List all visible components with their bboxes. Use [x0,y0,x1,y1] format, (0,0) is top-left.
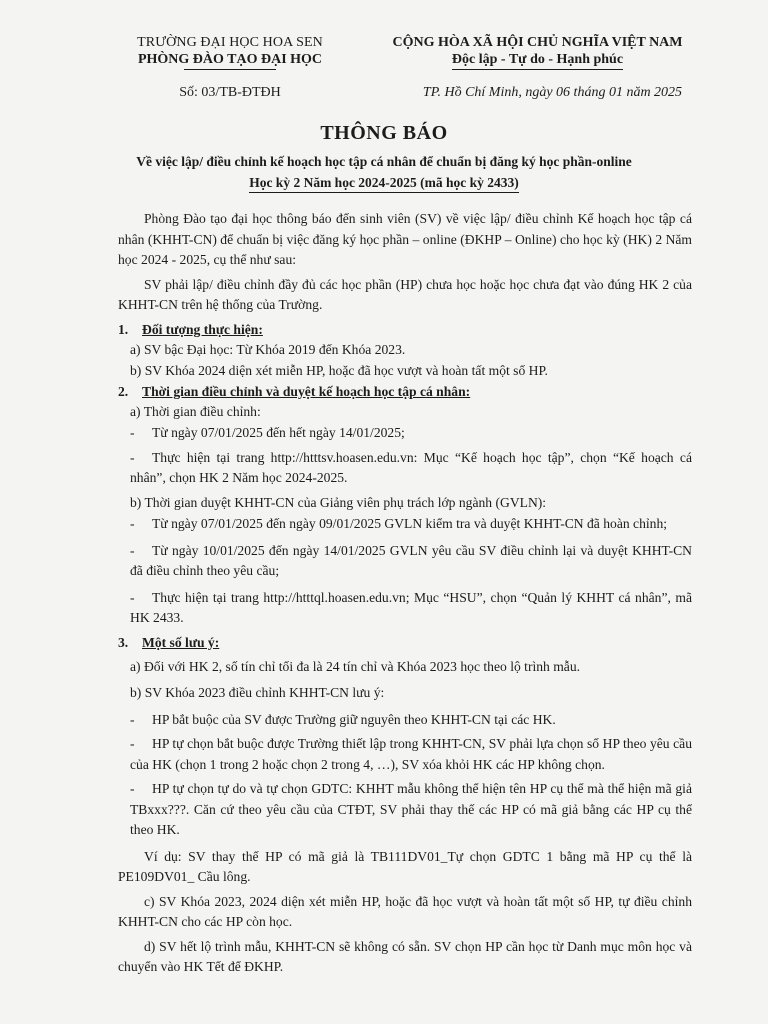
section-2-a-bullet-1: - Từ ngày 07/01/2025 đến hết ngày 14/01/2025; [130,425,405,440]
intro-paragraph-2: SV phải lập/ điều chỉnh đầy đủ các học phần (HP) chưa học hoặc học chưa đạt vào đúng HK 2 của KHHT-CN trên hệ thống của Trường. [118,276,692,312]
section-2-b-bullet-3: - Thực hiện tại trang http://htttql.hoasen.edu.vn; Mục “HSU”, chọn “Quản lý KHHT cá nhân”, mã HK 2433. [130,589,692,625]
document-subtitle [0,151,768,193]
section-2-item-b: b) Thời gian duyệt KHHT-CN của Giảng viên phụ trách lớp ngành (GVLN): [130,494,547,510]
section-2-b-bullet-1: - Từ ngày 07/01/2025 đến ngày 09/01/2025 GVLN kiểm tra và duyệt KHHT-CN đã hoàn chỉnh; [130,516,668,531]
document-title: THÔNG BÁO [320,122,448,144]
subtitle-line-2: Học kỳ 2 Năm học 2024-2025 (mã học kỳ 2433) [249,173,519,193]
subtitle-line-1: Về việc lập/ điều chỉnh kế hoạch học tập cá nhân để chuẩn bị đăng ký học phần-online [136,154,632,169]
section-3-item-a: a) Đối với HK 2, số tín chỉ tối đa là 24 tín chỉ và Khóa 2023 học theo lộ trình mẫu. [130,658,581,674]
section-3-b-bullet-2: - HP tự chọn bắt buộc được Trường thiết lập trong KHHT-CN, SV phải lựa chọn số HP theo yêu cầu của HK (chọn 1 trong 2 hoặc chọn 2 trong 4, …), SV xóa khỏi HK các HP không chọn. [130,736,692,772]
section-2-item-a: a) Thời gian điều chỉnh: [130,403,261,419]
section-3-item-d: d) SV hết lộ trình mẫu, KHHT-CN sẽ không có sẵn. SV chọn HP cần học từ Danh mục môn học và chuyển vào HK Tết để ĐKHP. [118,938,692,974]
issuer-block [100,34,360,101]
section-1-heading: 1. Đối tượng thực hiện: [118,320,692,340]
section-2-heading: 2. Thời gian điều chỉnh và duyệt kế hoạch học tập cá nhân: [118,382,692,402]
place-and-date: TP. Hồ Chí Minh, ngày 06 tháng 01 năm 2025 [422,85,683,100]
section-3-b-bullet-1: - HP bắt buộc của SV được Trường giữ nguyên theo KHHT-CN tại các HK. [130,711,556,727]
section-2-b-bullet-2: - Từ ngày 10/01/2025 đến ngày 14/01/2025 GVLN yêu cầu SV điều chỉnh lại và duyệt KHHT-CN đã điều chỉnh theo yêu cầu; [130,542,692,578]
section-3-example: Ví dụ: SV thay thế HP có mã giả là TB111DV01_Tự chọn GDTC 1 bằng mã HP cụ thể là PE109DV01_ Cầu lông. [118,848,692,884]
section-3-b-bullet-3: - HP tự chọn tự do và tự chọn GDTC: KHHT mẫu không thể hiện tên HP cụ thể mà thể hiện mã giả TBxxx???. Căn cứ theo yêu cầu của CTĐT, SV phải thay thế các HP có mã giả bằng các HP cụ thể theo HK. [130,781,692,837]
section-3-item-b: b) SV Khóa 2023 điều chỉnh KHHT-CN lưu ý: [130,685,385,700]
school-name: TRƯỜNG ĐẠI HỌC HOA SEN [137,35,323,50]
document-body [118,209,692,978]
section-3-item-c: c) SV Khóa 2023, 2024 diện xét miễn HP, hoặc đã học vượt và hoàn tất một số HP, tự điều chỉnh KHHT-CN cho các HP còn học. [118,893,692,929]
section-3-heading: 3. Một số lưu ý: [118,633,692,653]
intro-paragraph-1: Phòng Đào tạo đại học thông báo đến sinh viên (SV) về việc lập/ điều chỉnh Kế hoạch học tập cá nhân (KHHT-CN) để chuẩn bị việc đăng ký học phần – online (ĐKHP – Online) cho học kỳ (HK) 2 Năm học 2024 - 2025, cụ thể như sau: [118,211,692,267]
section-number: 3. [118,634,129,650]
department-name: PHÒNG ĐÀO TẠO ĐẠI HỌC [137,52,323,67]
national-motto: Độc lập - Tự do - Hạnh phúc [452,51,623,70]
national-heading-block [355,34,720,101]
section-number: 2. [118,383,129,399]
document-number: Số: 03/TB-ĐTĐH [179,85,281,100]
section-1-item-b: b) SV Khóa 2024 diện xét miễn HP, hoặc đã học vượt và hoàn tất một số HP. [130,363,548,378]
section-1-item-a: a) SV bậc Đại học: Từ Khóa 2019 đến Khóa 2023. [130,341,406,357]
section-2-a-bullet-2: - Thực hiện tại trang http://htttsv.hoasen.edu.vn: Mục “Kế hoạch học tập”, chọn “Kế hoạch cá nhân”, chọn HK 2 Năm học 2024-2025. [130,449,692,485]
section-number: 1. [118,321,129,337]
republic-name: CỘNG HÒA XÃ HỘI CHỦ NGHĨA VIỆT NAM [392,35,683,50]
department-underline [184,69,276,70]
